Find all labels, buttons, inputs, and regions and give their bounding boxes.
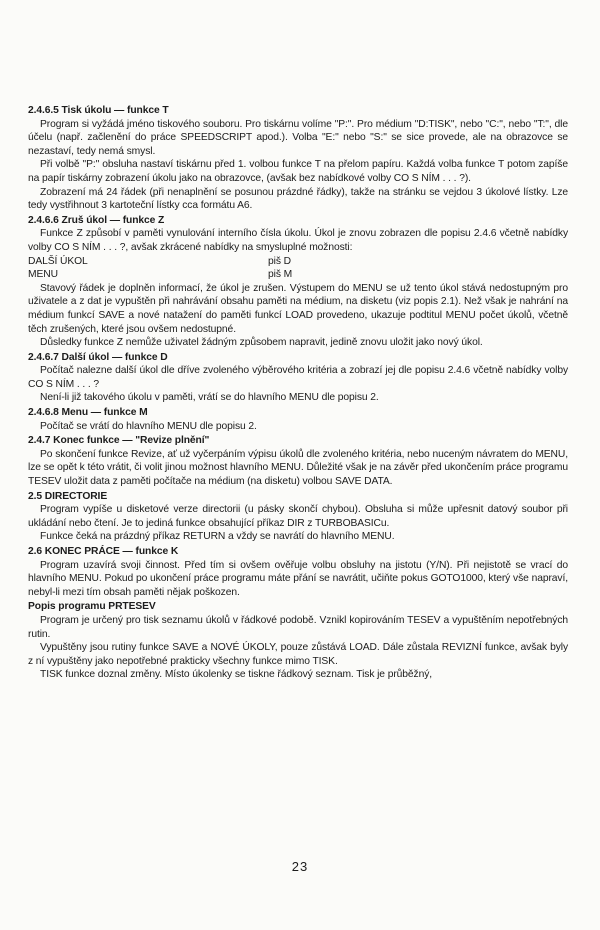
document-page: [28, 103, 568, 682]
heading-2-4-6-8: 2.4.6.8 Menu — funkce M: [28, 407, 148, 419]
paragraph: Funkce Z způsobí v paměti vynulování interního čísla úkolu. Úkol je znovu zobrazen dle popisu 2.4.6 včetně nabídky volby CO S NÍM . . . ?, avšak zkrácené nabídky na smysluplné možnosti:: [28, 228, 568, 253]
paragraph: Program uzavírá svoji činnost. Před tím si ovšem ověřuje volbu obsluhy na jistotu (Y/N). Při nejistotě se vrací do hlavního MENU. Pokud po ukončení práce programu máte přání se navrátit, učiňte pokus GOTO1000, který vše napraví, nebyl-li mezi tím obsah paměti nějak poškozen.: [28, 559, 568, 598]
option-row: [28, 268, 568, 282]
paragraph: Po skončení funkce Revize, ať už vyčerpáním výpisu úkolů dle zvoleného kritéria, nebo nuceným návratem do MENU, lze se opět k této vrátit, či volit jinou možnost hlavního MENU. Důležité však je na závěr před ukončením práce programu TESEV uložit data z paměti počítače na médium (na disketu) volbou SAVE DATA.: [28, 448, 568, 488]
heading-2-4-6-6: 2.4.6.6 Zruš úkol — funkce Z: [28, 214, 165, 226]
paragraph: Funkce čeká na prázdný příkaz RETURN a vždy se navrátí do hlavního MENU.: [40, 531, 395, 543]
paragraph: Počítač se vrátí do hlavního MENU dle popisu 2.: [40, 420, 257, 432]
paragraph: Při volbě "P:" obsluha nastaví tiskárnu před 1. volbou funkce T na přelom papíru. Každá volba funkce T potom zapíše na papír tiskárny zobrazení úkolu jako na obrazovce, (avšak bez nabídkové volby CO S NÍM . . . ?).: [28, 159, 568, 184]
paragraph: Program vypíše u disketové verze directorii (u pásky skončí chybou). Obsluha si může upřesnit datový soubor při ukládání nebo čtení. Je to jediná funkce obsahující příkaz DIR z TURBOBASICu.: [28, 504, 568, 529]
paragraph: Program je určený pro tisk seznamu úkolů v řádkové podobě. Vznikl kopirováním TESEV a vypuštěním nepotřebných rutin.: [28, 614, 568, 640]
option-label: DALŠÍ ÚKOL: [28, 255, 88, 267]
paragraph: Zobrazení má 24 řádek (při nenaplnění se posunou prázdné řádky), takže na stránku se vejdou 3 úkolové lístky. Lze tedy vystřihnout 3 kartoteční lístky cca formátu A6.: [28, 186, 568, 212]
heading-2-4-6-7: 2.4.6.7 Další úkol — funkce D: [28, 351, 168, 363]
paragraph: TISK funkce doznal změny. Místo úkolenky se tiskne řádkový seznam. Tisk je průběžný,: [40, 669, 433, 681]
paragraph: Vypuštěny jsou rutiny funkce SAVE a NOVÉ ÚKOLY, pouze zůstává LOAD. Dále zůstala REVIZNÍ funkce, avšak byly z ní vypuštěny jako nepotřebné prakticky všechny funkce mimo TISK.: [28, 642, 568, 667]
paragraph: Není-li již takového úkolu v paměti, vrátí se do hlavního MENU dle popisu 2.: [40, 392, 379, 404]
page-number: 23: [291, 859, 309, 874]
heading-popis-programu: Popis programu PRTESEV: [28, 601, 156, 613]
option-value: piš M: [268, 269, 293, 281]
option-value: piš D: [268, 255, 291, 267]
paragraph: Stavový řádek je doplněn informací, že úkol je zrušen. Výstupem do MENU se už tento úkol stává nedostupným pro uživatele a z dat je vypuštěn při nahrávání obsahu paměti na médium, na disketu (viz popis 2.1). Než však je nahrání na médium funkcí SAVE a nové natažení do paměti funkcí LOAD provedeno, ukazuje podtitul MENU počet úkolů, včetně těch zrušených, které jsou ovšem nedostupné.: [28, 282, 568, 335]
heading-2-4-7: 2.4.7 Konec funkce — "Revize plnění": [28, 435, 210, 447]
heading-2-4-6-5: 2.4.6.5 Tisk úkolu — funkce T: [28, 105, 169, 116]
paragraph: Důsledky funkce Z nemůže uživatel žádným způsobem napravit, jedině znovu uložit jako nový úkol.: [40, 337, 483, 349]
paragraph: Program si vyžádá jméno tiskového souboru. Pro tiskárnu volíme "P:". Pro médium "D:TISK", nebo "C:", nebo "T:", dle účelu (např. začlenění do práce SPEEDSCRIPT apod.). Volba "E:" nebo "S:" se sice provede, ale na obrazovce se nezastaví, tedy nemá smysl.: [28, 118, 568, 157]
option-row: [28, 255, 568, 269]
paragraph: Počítač nalezne další úkol dle dříve zvoleného výběrového kritéria a zobrazí jej dle popisu 2.4.6 včetně nabídky volby CO S NÍM . . . ?: [28, 365, 568, 390]
heading-2-6: 2.6 KONEC PRÁCE — funkce K: [28, 546, 179, 557]
option-label: MENU: [28, 269, 58, 281]
heading-2-5: 2.5 DIRECTORIE: [28, 490, 108, 502]
